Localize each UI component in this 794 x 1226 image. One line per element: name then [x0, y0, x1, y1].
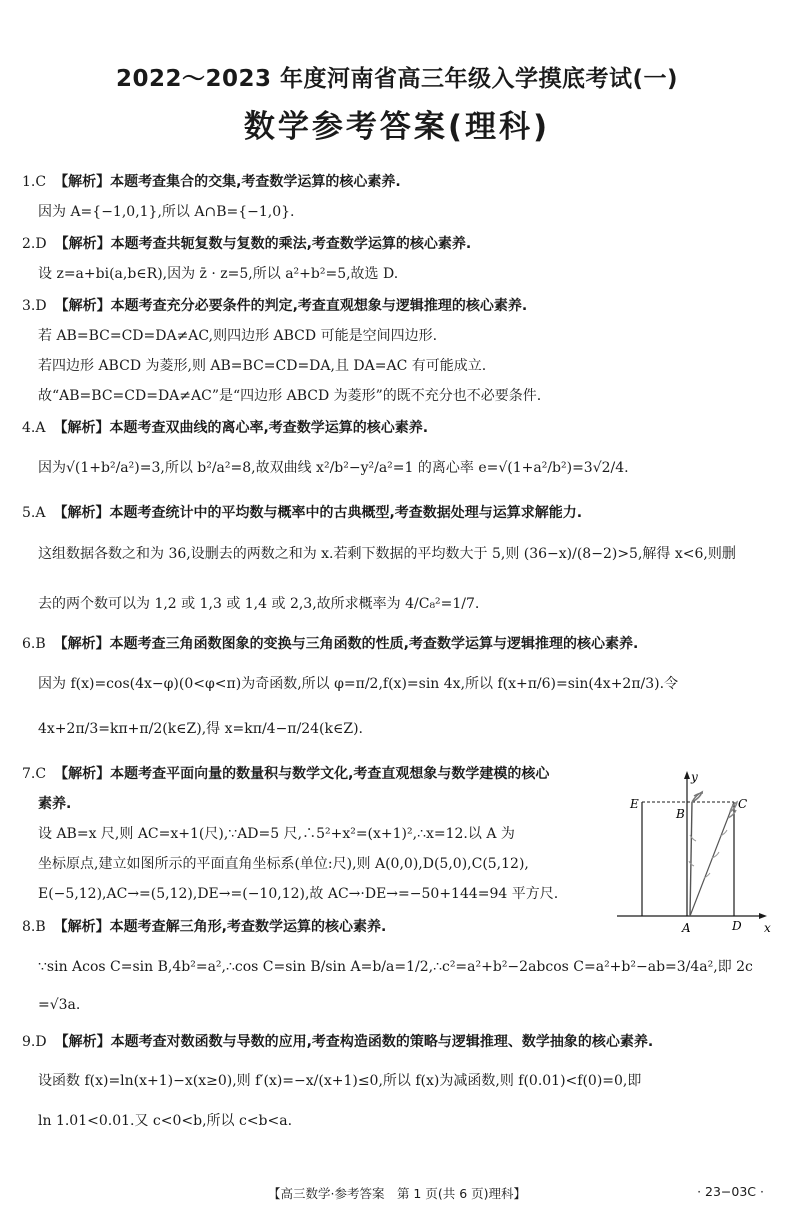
label-A: A — [682, 921, 691, 935]
question-7-body-3: 坐标原点,建立如图所示的平面直角坐标系(单位:尺),则 A(0,0),D(5,0),C(5,12), — [38, 856, 529, 872]
question-7-body-4: E(−5,12),AC→=(5,12),DE→=(−10,12),故 AC→·DE→=−50+144=94 平方尺. — [38, 886, 559, 902]
question-6-heading — [22, 634, 638, 654]
reed-tassel-icon — [692, 792, 703, 802]
question-1-body: 因为 A={−1,0,1},所以 A∩B={−1,0}. — [38, 204, 295, 220]
question-analysis: 【解析】本题考查平面向量的数量积与数学文化,考查直观想象与数学建模的核心 — [54, 766, 550, 782]
question-9-heading — [22, 1032, 653, 1052]
reed-vertical — [690, 802, 692, 916]
footer-page-info: 【高三数学·参考答案 第 1 页(共 6 页)理科】 — [267, 1186, 527, 1201]
question-5-body-1: 这组数据各数之和为 36,设删去的两数之和为 x.若剩下数据的平均数大于 5,则 (36−x)/(8−2)>5,解得 x<6,则删 — [38, 546, 736, 562]
label-E: E — [630, 797, 639, 811]
question-number: 5.A — [22, 505, 46, 521]
question-number: 6.B — [22, 636, 46, 652]
question-7-heading — [22, 764, 549, 784]
question-number: 1.C — [22, 174, 47, 190]
question-4-heading — [22, 418, 428, 438]
question-9-body-1: 设函数 f(x)=ln(x+1)−x(x≥0),则 f′(x)=−x/(x+1)≤0,所以 f(x)为减函数,则 f(0.01)<f(0)=0,即 — [38, 1073, 642, 1089]
label-x: x — [764, 921, 771, 935]
question-5-heading — [22, 503, 582, 523]
question-3-body-1: 若 AB=BC=CD=DA≠AC,则四边形 ABCD 可能是空间四边形. — [38, 328, 438, 344]
question-6-body-1: 因为 f(x)=cos(4x−φ)(0<φ<π)为奇函数,所以 φ=π/2,f(x)=sin 4x,所以 f(x+π/6)=sin(4x+2π/3).令 — [38, 676, 679, 692]
question-number: 8.B — [22, 919, 46, 935]
question-2-heading — [22, 234, 471, 254]
question-2-body: 设 z=a+bi(a,b∈R),因为 z̄ · z=5,所以 a²+b²=5,故选 D. — [38, 266, 399, 282]
question-8-body-1: ∵sin Acos C=sin B,4b²=a²,∴cos C=sin B/sin A=b/a=1/2,∴c²=a²+b²−2abcos C=a²+b²−ab=3/4a²,即 2c — [38, 959, 753, 975]
question-analysis: 【解析】本题考查共轭复数与复数的乘法,考查数学运算的核心素养. — [54, 236, 472, 252]
question-analysis: 【解析】本题考查双曲线的离心率,考查数学运算的核心素养. — [53, 420, 429, 436]
label-y: y — [691, 770, 698, 784]
question-analysis: 【解析】本题考查统计中的平均数与概率中的古典概型,考查数据处理与运算求解能力. — [53, 505, 583, 521]
question-3-heading — [22, 296, 527, 316]
question-5-body-2: 去的两个数可以为 1,2 或 1,3 或 1,4 或 2,3,故所求概率为 4/C₈²=1/7. — [38, 596, 480, 612]
question-number: 9.D — [22, 1034, 47, 1050]
question-analysis: 【解析】本题考查充分必要条件的判定,考查直观想象与逻辑推理的核心素养. — [54, 298, 528, 314]
y-axis-arrow-icon — [684, 771, 690, 779]
question-number: 7.C — [22, 766, 47, 782]
page-subtitle: 数学参考答案(理科) — [243, 109, 551, 145]
label-D: D — [732, 919, 742, 933]
label-B: B — [676, 807, 685, 821]
question-number: 3.D — [22, 298, 47, 314]
question-number: 4.A — [22, 420, 46, 436]
question-analysis: 【解析】本题考查集合的交集,考查数学运算的核心素养. — [54, 174, 401, 190]
question-7-body-1: 素养. — [38, 796, 72, 812]
question-number: 2.D — [22, 236, 47, 252]
x-axis-arrow-icon — [759, 913, 767, 919]
question-analysis: 【解析】本题考查对数函数与导数的应用,考查构造函数的策略与逻辑推理、数学抽象的核心素养. — [54, 1034, 654, 1050]
question-8-body-2: =√3a. — [38, 997, 81, 1013]
question-4-body: 因为√(1+b²/a²)=3,所以 b²/a²=8,故双曲线 x²/b²−y²/a²=1 的离心率 e=√(1+a²/b²)=3√2/4. — [38, 460, 629, 476]
question-3-body-2: 若四边形 ABCD 为菱形,则 AB=BC=CD=DA,且 DA=AC 有可能成立. — [38, 358, 487, 374]
footer-code: · 23−03C · — [697, 1184, 764, 1199]
question-6-body-2: 4x+2π/3=kπ+π/2(k∈Z),得 x=kπ/4−π/24(k∈Z). — [38, 721, 363, 737]
question-9-body-2: ln 1.01<0.01.又 c<0<b,所以 c<b<a. — [38, 1113, 293, 1129]
question-1-heading — [22, 172, 401, 192]
label-C: C — [738, 797, 748, 811]
reed-pond-diagram — [612, 766, 772, 936]
reed-leaning — [690, 802, 734, 916]
question-3-body-3: 故“AB=BC=CD=DA≠AC”是“四边形 ABCD 为菱形”的既不充分也不必要条件. — [38, 388, 542, 404]
page-title: 2022～2023 年度河南省高三年级入学摸底考试(一) — [115, 66, 679, 92]
question-analysis: 【解析】本题考查解三角形,考查数学运算的核心素养. — [53, 919, 387, 935]
question-analysis: 【解析】本题考查三角函数图象的变换与三角函数的性质,考查数学运算与逻辑推理的核心素养. — [53, 636, 639, 652]
question-8-heading — [22, 917, 386, 937]
question-7-body-2: 设 AB=x 尺,则 AC=x+1(尺),∵AD=5 尺,∴5²+x²=(x+1)²,∴x=12.以 A 为 — [38, 826, 515, 842]
